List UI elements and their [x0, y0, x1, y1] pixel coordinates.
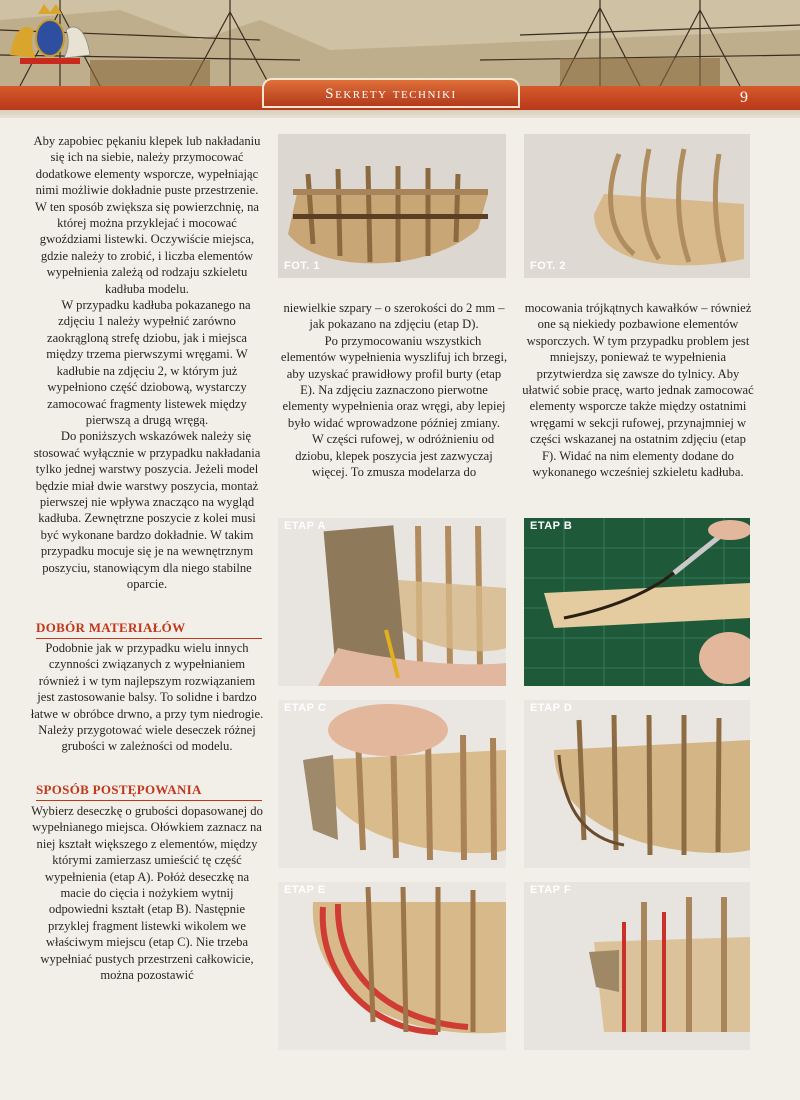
photo-etap-a [278, 518, 506, 686]
paragraph: W przypadku kadłuba pokazanego na zdjęciu 1 należy wypełnić zarówno zaokrągloną strefę dziobu, jak i miejsca między trzema pierwszymi wręgami. W kadłubie na zdjęciu 2, w którym już wypełniono część dziobową, wystarczy zamocować fragmenty listewek między pierwszą a drugą wręgą. [46, 298, 251, 427]
paragraph: Do poniższych wskazówek należy się stosować wyłącznie w przypadku nakładania tylko jednej warstwy poszycia. Jeżeli model będzie miał dwie warstwy poszycia, montaż pierwszej nie wpływa znacząco na wygląd kadłuba. Zewnętrzne poszycie z kolei musi być wykonane bardzo dokładnie. W takim przypadku mocuje się je na wewnętrznym poszyciu, stanowiącym dla niego stabilne oparcie. [33, 429, 261, 591]
photo-fot-2 [524, 134, 750, 278]
photo-label: ETAP A [284, 520, 326, 532]
procedure-text [30, 803, 264, 983]
photo-etap-c [278, 700, 506, 868]
photo-label: ETAP B [530, 520, 573, 532]
column-2 [278, 300, 510, 480]
photo-label: ETAP C [284, 702, 327, 714]
paragraph: niewielkie szpary – o szerokości do 2 mm – jak pokazano na zdjęciu (etap D). [283, 301, 505, 332]
photo-etap-d [524, 700, 750, 868]
photo-label: ETAP E [284, 884, 326, 896]
photo-label: FOT. 2 [530, 260, 567, 272]
paragraph: Wybierz deseczkę o grubości dopasowanej do wypełnianego miejsca. Ołówkiem zaznacz na niej kształt większego z elementów, między którymi zamierzasz umieścić tę część wypełnienia (etap A). Połóż deseczkę na macie do cięcia i nożykiem wytnij odpowiedni kształt (etap B). Następnie przyklej fragment listewki wikolem we właściwym miejscu (etap C). Nie trzeba wypełniać pustych przestrzeni całkowicie, można pozostawić [31, 804, 263, 983]
section-tab [262, 78, 520, 108]
column-1 [30, 133, 264, 592]
column-3 [522, 300, 754, 480]
paragraph: mocowania trójkątnych kawałków – również one są niekiedy pozbawione elementów wsporczych. W tym przypadku problem jest mniejszy, ponieważ te wypełnienia przytwierdza się zawsze do tylnicy. Aby ułatwić sobie pracę, warto jednak zamocować elementy wsporcze także między ostatnimi wręgami w sekcji rufowej, przynajmniej w części wskazanej na ostatnim zdjęciu (etap F). Widać na nim elementy dodane do wykonanego wcześniej szkieletu kadłuba. [522, 301, 754, 480]
photo-fot-1 [278, 134, 506, 278]
photo-label: FOT. 1 [284, 260, 321, 272]
section-title: Sekrety techniki [325, 86, 457, 102]
paragraph: Podobnie jak w przypadku wielu innych czynności związanych z wypełnianiem również i w tym najlepszym rozwiązaniem jest zastosowanie balsy. To solidne i bardzo łatwe w obróbce drwno, a przy tym niedrogie. Należy przygotować wiele deseczek różnej grubości w zależności od modelu. [30, 641, 264, 754]
photo-label: ETAP F [530, 884, 572, 896]
photo-etap-b [524, 518, 750, 686]
heading-materials: DOBÓR MATERIAŁÓW [36, 620, 262, 639]
photo-etap-e [278, 882, 506, 1050]
page-number: 9 [740, 89, 748, 106]
paragraph: Aby zapobiec pękaniu klepek lub nakładaniu się ich na siebie, należy przymocować dodatkowe elementy wsporcze, wypełniając nimi możliwie dokładnie puste przestrzenie. W ten sposób zwiększa się powierzchnię, na której można przyklejać i mocować gwoździami listewki. Oczywiście miejsca, gdzie należy to zrobić, i liczba elementów wypełnienia zależą od rodzaju szkieletu kadłuba modelu. [33, 134, 261, 296]
photo-label: ETAP D [530, 702, 573, 714]
materials-text [30, 640, 264, 755]
photo-etap-f [524, 882, 750, 1050]
paragraph: Po przymocowaniu wszystkich elementów wypełnienia wyszlifuj ich brzegi, aby uzyskać prawidłowy profil burty (etap E). Na zdjęciu zaznaczono pierwotne elementy wypełnienia oraz wręgi, aby lepiej było widać wprowadzone później zmiany. [280, 333, 508, 430]
paragraph: W części rufowej, w odróżnieniu od dziobu, klepek poszycia jest zazwyczaj więcej. To zmusza modelarza do [295, 432, 495, 480]
heading-procedure: SPOSÓB POSTĘPOWANIA [36, 782, 262, 801]
royal-crest-icon [0, 0, 100, 66]
